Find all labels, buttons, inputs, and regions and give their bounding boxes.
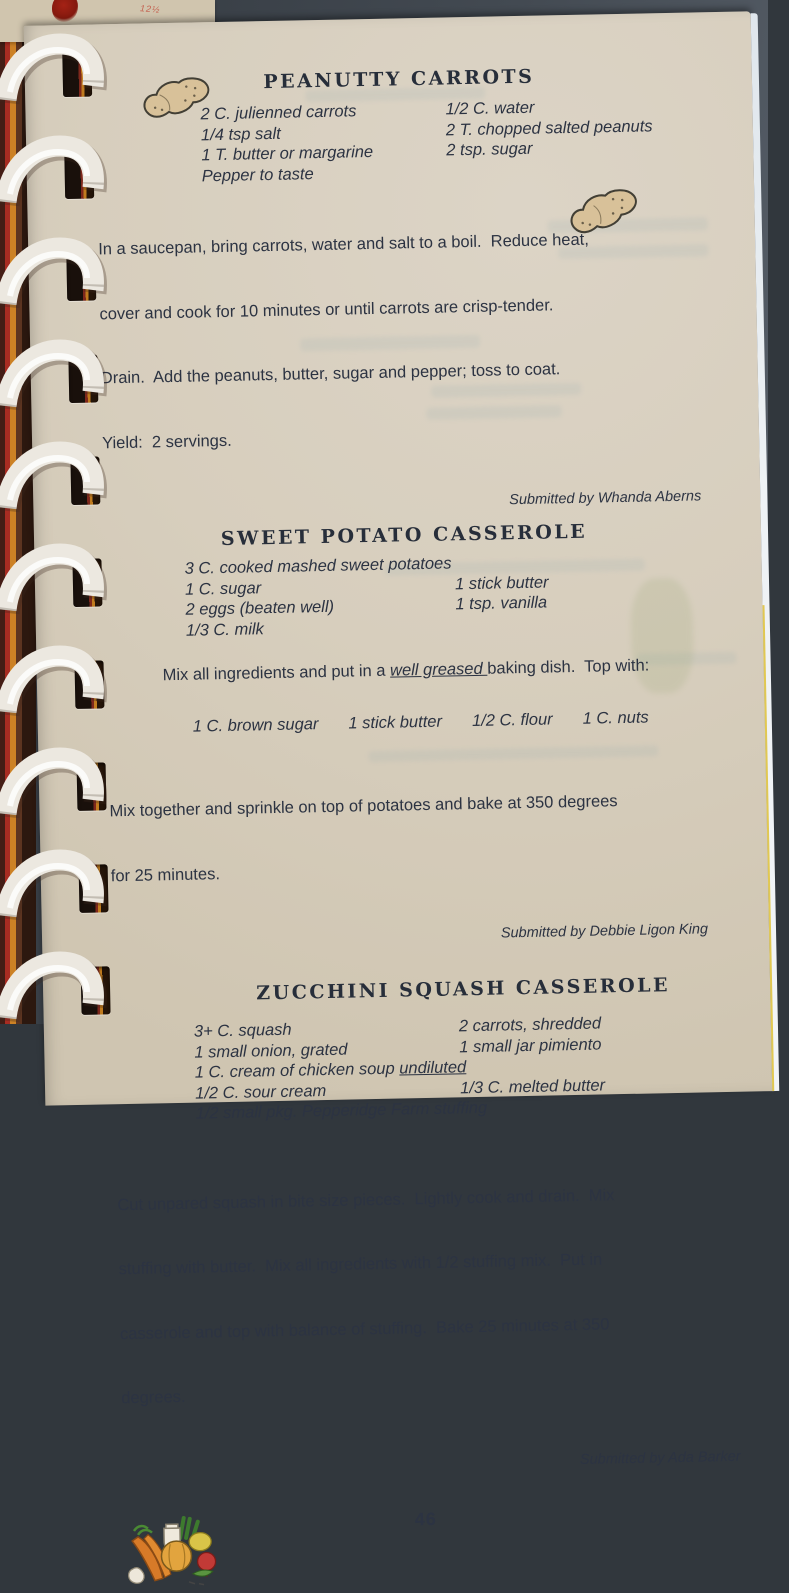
- ingredient: 1 C. nuts: [582, 708, 649, 728]
- recipe-title: SWEET POTATO CASSEROLE: [220, 520, 588, 551]
- submitted-by: Submitted by Debbie Ligon King: [500, 921, 709, 942]
- ingredient: 1/2 C. water: [445, 98, 535, 119]
- ingredient: 1 small onion, grated: [194, 1040, 348, 1062]
- instructions: [116, 1139, 766, 1453]
- page-content: [94, 12, 768, 1536]
- ingredient: 1/3 C. melted butter: [459, 1075, 606, 1097]
- recipe-peanutty-carrots: [95, 62, 748, 517]
- ingredient-list: [194, 1010, 760, 1124]
- ingredient-list: [200, 94, 741, 187]
- binding-hole: [81, 966, 111, 1015]
- ingredient: 1/2 C. sour cream: [194, 1081, 327, 1103]
- cookbook-page: [24, 11, 773, 1529]
- topping-ingredients: [193, 706, 752, 736]
- ingredient: 1 C. cream of chicken soup: [194, 1059, 400, 1082]
- recipe-title: PEANUTTY CARROTS: [263, 65, 535, 94]
- submitted-by: Submitted by Ada Barker: [579, 1448, 741, 1468]
- recipe-title: ZUCCHINI SQUASH CASSEROLE: [256, 974, 671, 1005]
- red-stain: [52, 0, 78, 22]
- binding-hole: [77, 762, 107, 811]
- mix-text: Mix all ingredients and put in a: [162, 661, 391, 685]
- ingredient-list: [184, 547, 750, 640]
- binding-hole: [68, 354, 98, 403]
- instruction-line: cover and cook for 10 minutes or until carrots are crisp-tender.: [99, 295, 554, 323]
- instruction-line: Yield: 2 servings.: [101, 431, 232, 452]
- ingredient: 2 carrots, shredded: [458, 1014, 602, 1036]
- instruction-line: for 25 minutes.: [110, 864, 221, 885]
- instruction-line: stuffing with butter. Mix all ingredients with 1/2 stuffing mix. Put in: [118, 1250, 603, 1279]
- binding-hole: [64, 151, 94, 200]
- instructions: [108, 745, 755, 930]
- binding-hole: [70, 456, 100, 505]
- peanut-icon: [565, 187, 644, 235]
- mix-instruction: [116, 635, 751, 705]
- handwritten-mark: 12½: [139, 3, 161, 15]
- instruction-line: degrees.: [121, 1387, 186, 1408]
- ingredient: 1 C. brown sugar: [192, 715, 319, 736]
- ingredient: 1 T. butter or margarine: [201, 142, 374, 165]
- ingredient: 1 stick butter: [348, 712, 443, 733]
- mix-underlined-text: well greased: [389, 659, 488, 680]
- ingredient: 1 C. sugar: [184, 578, 262, 599]
- instruction-line: Drain. Add the peanuts, butter, sugar and pepper; toss to coat.: [100, 360, 561, 388]
- ingredient: 3 C. cooked mashed sweet potatoes: [184, 554, 452, 578]
- ingredient: 1 tsp. vanilla: [455, 593, 548, 614]
- instructions: [97, 184, 747, 498]
- ingredient: 1/2 C. flour: [471, 710, 553, 731]
- ingredient: 1 stick butter: [454, 572, 549, 593]
- ingredient-underlined: undiluted: [399, 1058, 467, 1078]
- page-number: 46: [414, 1508, 437, 1529]
- ingredient: 2 T. chopped salted peanuts: [445, 116, 653, 139]
- ingredient: 1 small jar pimiento: [459, 1034, 602, 1056]
- ingredient: 1/2 small pkg. Pepperidge Farm stuffing: [195, 1098, 488, 1123]
- ingredient: 2 C. julienned carrots: [200, 102, 357, 124]
- ingredient: 2 tsp. sugar: [446, 139, 533, 160]
- instruction-line: casserole and top with balance of stuffing. Bake 25 minutes at 350: [119, 1314, 610, 1343]
- instruction-line: Cut unpared squash in bite size pieces. Lightly cook and drain. Mix: [117, 1185, 615, 1214]
- recipe-zucchini-squash-casserole: [113, 966, 767, 1476]
- ingredient: 1/3 C. milk: [185, 619, 264, 640]
- recipe-sweet-potato-casserole: [104, 517, 756, 949]
- binding-hole: [72, 558, 102, 607]
- ingredient: 3+ C. squash: [193, 1020, 292, 1041]
- instruction-line: Mix together and sprinkle on top of potatoes and bake at 350 degrees: [109, 792, 618, 821]
- ingredient: 1/4 tsp salt: [200, 124, 281, 144]
- instruction-line: In a saucepan, bring carrots, water and salt to a boil. Reduce heat,: [98, 230, 590, 259]
- binding-hole: [74, 660, 104, 709]
- binding-hole: [66, 252, 96, 301]
- mix-text: baking dish. Top with:: [487, 656, 650, 678]
- ingredient: 2 eggs (beaten well): [185, 597, 335, 619]
- submitted-by: Submitted by Whanda Aberns: [509, 488, 702, 509]
- binding-hole: [79, 864, 109, 913]
- ingredient: Pepper to taste: [201, 164, 314, 185]
